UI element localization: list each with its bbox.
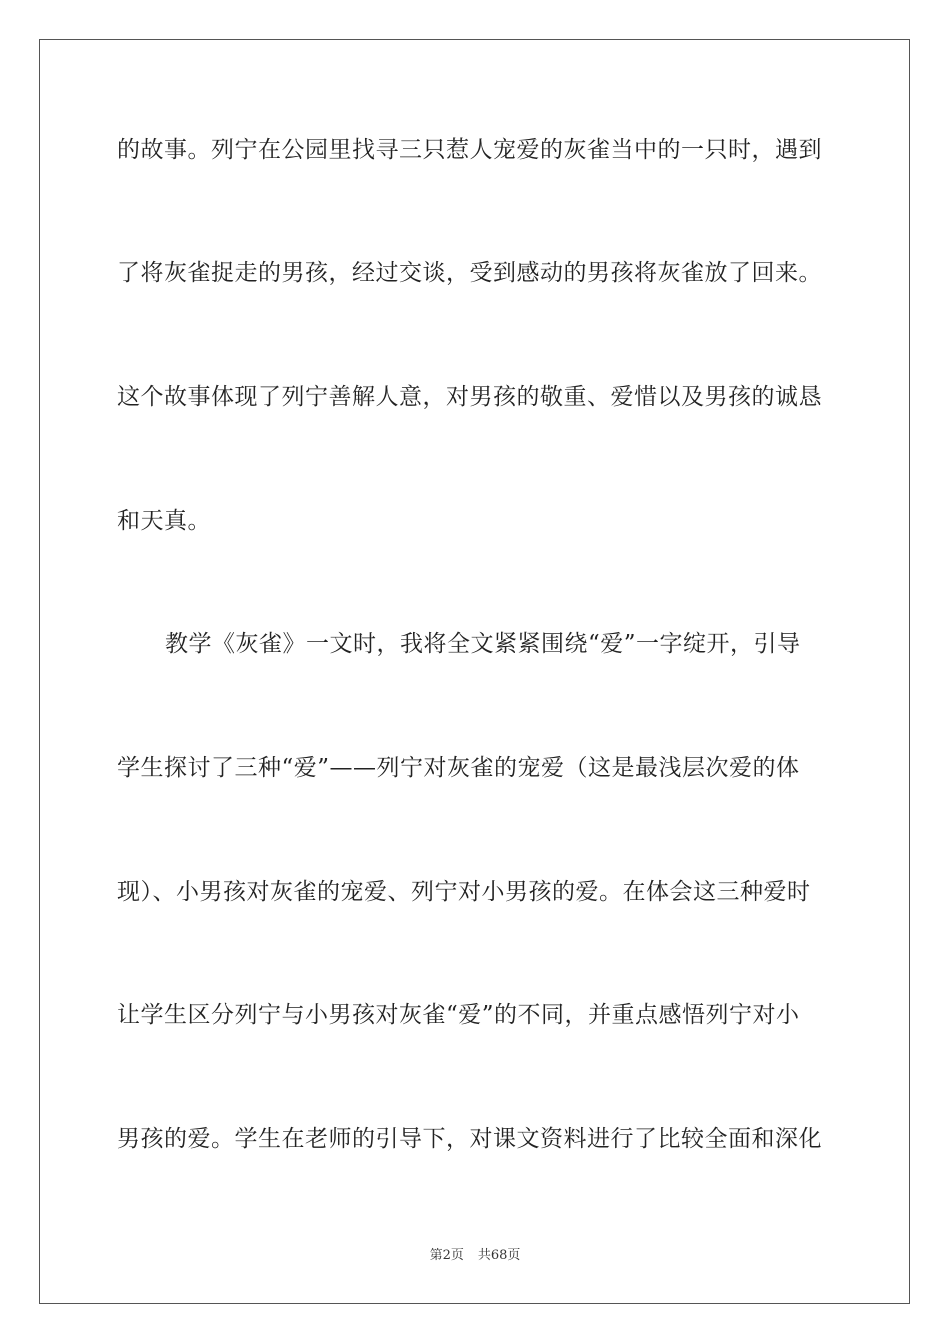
page-footer bbox=[0, 1247, 950, 1265]
page-number: 第2页 bbox=[429, 1248, 464, 1263]
text-line: 让学生区分列宁与小男孩对灰雀“爱”的不同，并重点感悟列宁对小 bbox=[117, 1002, 800, 1028]
page-total: 共68页 bbox=[477, 1248, 521, 1263]
text-line: 的故事。列宁在公园里找寻三只惹人宠爱的灰雀当中的一只时，遇到 bbox=[117, 137, 822, 163]
text-line: 了将灰雀捉走的男孩，经过交谈，受到感动的男孩将灰雀放了回来。 bbox=[117, 260, 822, 286]
text-line: 现）、小男孩对灰雀的宠爱、列宁对小男孩的爱。在体会这三种爱时 bbox=[117, 879, 811, 905]
text-line: 这个故事体现了列宁善解人意，对男孩的敬重、爱惜以及男孩的诚恳 bbox=[117, 384, 822, 410]
text-line: 学生探讨了三种“爱”——列宁对灰雀的宠爱（这是最浅层次爱的体 bbox=[117, 755, 800, 781]
page-frame bbox=[39, 39, 910, 1304]
text-line: 男孩的爱。学生在老师的引导下，对课文资料进行了比较全面和深化 bbox=[117, 1126, 822, 1152]
text-line: 和天真。 bbox=[117, 508, 211, 534]
paragraph-start-line: 教学《灰雀》一文时，我将全文紧紧围绕“爱”一字绽开，引导 bbox=[165, 631, 801, 657]
